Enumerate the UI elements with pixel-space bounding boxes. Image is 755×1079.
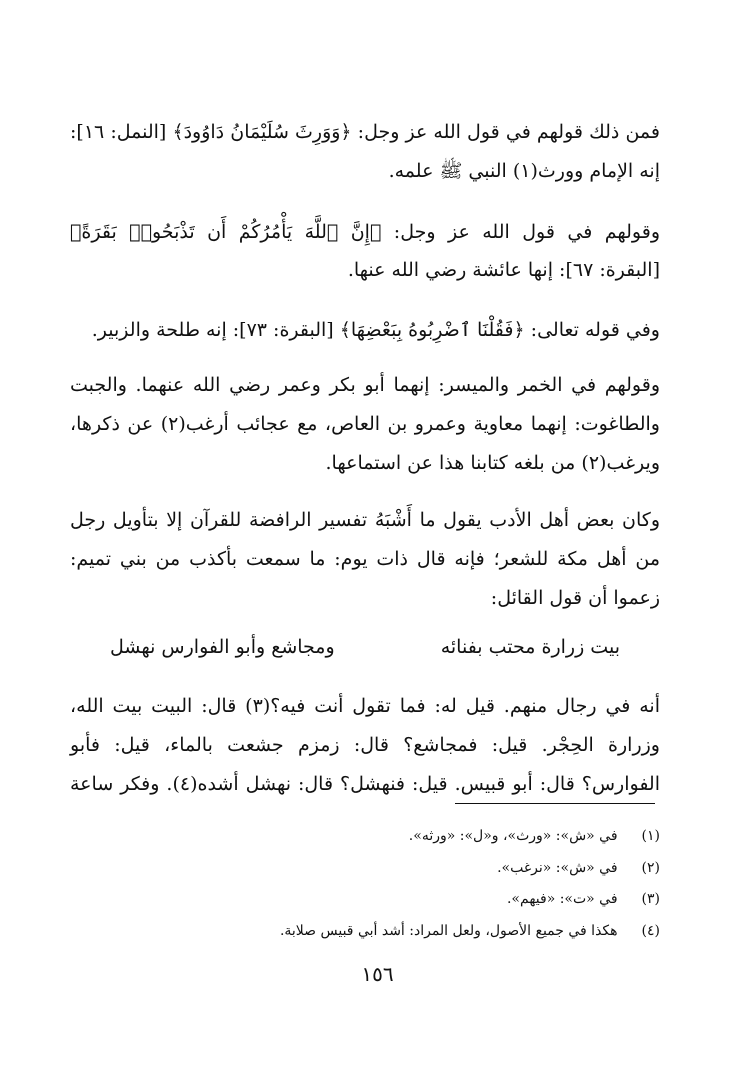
- paragraph-4-line-1: وقولهم في الخمر والميسر: إنهما أبو بكر وعمر رضي الله عنهما. والجبت: [70, 374, 660, 396]
- footnote-3: [70, 888, 660, 910]
- footnote-separator: [455, 803, 655, 804]
- footnote-text: في «ت»: «فيهم».: [506, 891, 618, 907]
- footnote-number: (٢): [641, 860, 660, 876]
- footnote-4: [70, 920, 660, 942]
- paragraph-6-line-1: أنه في رجال منهم. قيل له: فما تقول أنت فيه؟(٣) قال: البيت بيت الله،: [70, 695, 661, 717]
- footnote-text: في «ش»: «نرغب».: [497, 860, 618, 876]
- verse-first-hemistich: بيت زرارة محتب بفنائه: [440, 636, 620, 658]
- page-number: ١٥٦: [361, 962, 394, 986]
- footnote-2: [70, 857, 660, 879]
- paragraph-1-line-1: فمن ذلك قولهم في قول الله عز وجل: ﴿وَوَرِثَ سُلَيْمَانُ دَاوُودَ﴾ [النمل: ١٦]:: [70, 121, 660, 143]
- footnote-text: هكذا في جميع الأصول، ولعل المراد: أشد أبي قبيس صلابة.: [279, 923, 618, 939]
- paragraph-5-line-3: زعموا أن قول القائل:: [490, 587, 660, 609]
- paragraph-5-line-2: من أهل مكة للشعر؛ فإنه قال ذات يوم: ما سمعت بأكذب من بني تميم:: [70, 548, 660, 570]
- footnote-number: (٣): [641, 891, 660, 907]
- paragraph-1-line-2: إنه الإمام وورث(١) النبي ﷺ علمه.: [388, 160, 660, 182]
- paragraph-5-line-1: وكان بعض أهل الأدب يقول ما أَشْبَهُ تفسير الرافضة للقرآن إلا بتأويل رجل: [70, 509, 660, 531]
- footnote-number: (١): [641, 828, 660, 844]
- verse-second-hemistich: ومجاشع وأبو الفوارس نهشل: [110, 636, 335, 658]
- footnote-text: في «ش»: «ورث»، و«ل»: «ورثه».: [408, 828, 618, 844]
- paragraph-3-line-1: وفي قوله تعالى: ﴿فَقُلْنَا ٱضْرِبُوهُ بِبَعْضِهَا﴾ [البقرة: ٧٣]: إنه طلحة والزبير.: [91, 319, 660, 341]
- poetry-verse: [70, 633, 660, 661]
- paragraph-4-line-2: والطاغوت: إنهما معاوية وعمرو بن العاص، مع عجائب أرغب(٢) عن ذكرها،: [70, 413, 660, 435]
- paragraph-2-line-1: وقولهم في قول الله عز وجل: ﴿إِنَّ ٱللَّهَ يَأْمُرُكُمْ أَن تَذْبَحُوا۟ بَقَرَةً﴾: [70, 221, 660, 243]
- paragraph-4-line-3: ويرغب(٢) من بلغه كتابنا هذا عن استماعها.: [325, 452, 660, 474]
- footnote-1: [70, 825, 660, 847]
- footnote-number: (٤): [641, 923, 660, 939]
- paragraph-6-line-2: وزرارة الحِجْر. قيل: فمجاشع؟ قال: زمزم جشعت بالماء، قيل: فأبو: [70, 734, 660, 756]
- paragraph-6-line-3: الفوارس؟ قال: أبو قبيس. قيل: فنهشل؟ قال: نهشل أشده(٤). وفكر ساعة: [70, 773, 661, 795]
- paragraph-2-line-2: [البقرة: ٦٧]: إنها عائشة رضي الله عنها.: [347, 259, 660, 281]
